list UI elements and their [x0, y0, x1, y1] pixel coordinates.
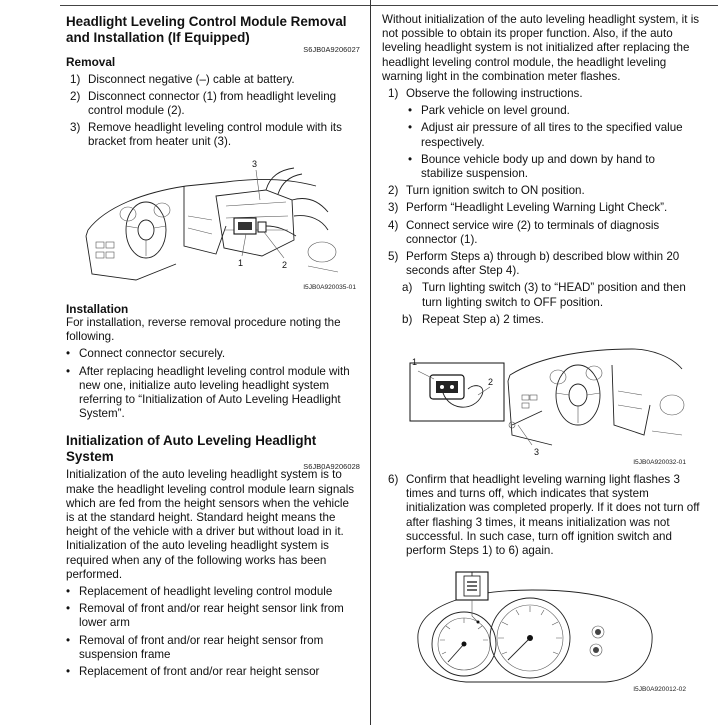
procedure-step: 5) Perform Steps a) through b) described blow within 20 seconds after Step 4). [388, 250, 680, 278]
section-title-initialization: Initialization of Auto Leveling Headlight System [66, 433, 317, 464]
removal-step: 2) Disconnect connector (1) from headlight leveling control module (2). [70, 89, 337, 117]
diagnosis-connector-diagram [382, 335, 700, 459]
step1-bullet: • Bounce vehicle body up and down by hand to stabilize suspension. [408, 152, 655, 181]
substeps [388, 281, 700, 327]
procedure-step: 2) Turn ignition switch to ON position. [388, 184, 585, 198]
removal-heading: Removal [66, 55, 116, 69]
removal-step: 1) Disconnect negative (–) cable at battery. [70, 72, 295, 86]
callout-3: 3 [534, 447, 540, 458]
step1-bullet: • Park vehicle on level ground. [408, 104, 570, 118]
procedure-step: 6) Confirm that headlight leveling warning light flashes 3 times and turns off, which indicates that system initialization was completed properly. If it does not turn off after flashing 3 times, it means initialization was not successful. In such case, turn off ignition switch and perform Steps 1) to 6) again. [388, 473, 700, 558]
procedure-step: 1) Observe the following instructions. [388, 87, 583, 101]
figure-caption: I5JB0A920032-01 [633, 459, 686, 467]
removal-step: 3) Remove headlight leveling control module with its bracket from heater unit (3). [70, 121, 342, 149]
callout-3: 3 [252, 158, 258, 169]
procedure-step: 3) Perform “Headlight Leveling Warning Light Check”. [388, 201, 668, 215]
section-ref-code: S6JB0A9206027 [303, 45, 360, 54]
work-bullet: • Removal of front and/or rear height sensor link from lower arm [66, 602, 344, 630]
left-column [66, 14, 360, 679]
callout-2: 2 [488, 377, 494, 388]
substep: a) Turn lighting switch (3) to “HEAD” position and then turn lighting switch to OFF position. [402, 281, 686, 309]
work-bullet: • Replacement of front and/or rear height sensor [66, 665, 320, 679]
section-ref-code: S6JB0A9206028 [303, 462, 360, 472]
column-divider [370, 0, 371, 725]
initialization-body: Initialization of the auto leveling headlight system is to make the headlight leveling control module learn signals which are fed from the height sensors when the vehicle is at the standard height. Standard height means the height of the vehicle with a driver but without load in it. Initialization of the auto leveling headlight system is required when any of the following works has been performed. [66, 468, 355, 581]
figure-caption: I5JB0A920012-02 [633, 686, 686, 694]
top-rule [60, 5, 718, 6]
callout-1: 1 [412, 357, 418, 368]
right-column [382, 13, 700, 696]
step1-bullets [388, 104, 700, 181]
callout-1: 1 [238, 257, 244, 268]
removal-steps [66, 73, 360, 150]
work-bullet: • Removal of front and/or rear height sensor from suspension frame [66, 633, 324, 661]
figure-caption: I5JB0A920035-01 [303, 283, 356, 291]
combination-meter-diagram [382, 568, 700, 686]
figure-diagnosis-connector [382, 335, 700, 469]
callout-2: 2 [282, 259, 288, 270]
initialization-intro: Without initialization of the auto leveling headlight system, it is not possible to obtain its proper function. Also, if the auto leveling headlight system is not initialized after replacing the headlight leveling control module, the headlight leveling warning light in the combination meter flashes. [382, 13, 700, 83]
installation-intro: For installation, reverse removal procedure noting the following. [66, 316, 341, 344]
dashboard-diagram [66, 156, 360, 284]
procedure-step: 4) Connect service wire (2) to terminals of diagnosis connector (1). [388, 218, 660, 246]
installation-bullet: • After replacing headlight leveling control module with new one, initialize auto leveling headlight system referring to “Initialization of Auto Leveling Headlight System”. [66, 364, 350, 421]
installation-bullet: • Connect connector securely. [66, 347, 226, 361]
section-title-removal-installation: Headlight Leveling Control Module Removal and Installation (If Equipped) [66, 14, 347, 45]
procedure-steps [382, 87, 700, 327]
substep: b) Repeat Step a) 2 times. [402, 312, 544, 326]
figure-combination-meter [382, 568, 700, 696]
installation-heading: Installation [66, 301, 129, 316]
step1-bullet: • Adjust air pressure of all tires to the specified value respectively. [408, 121, 683, 149]
figure-module-location [66, 156, 360, 294]
work-bullet: • Replacement of headlight leveling control module [66, 585, 333, 599]
